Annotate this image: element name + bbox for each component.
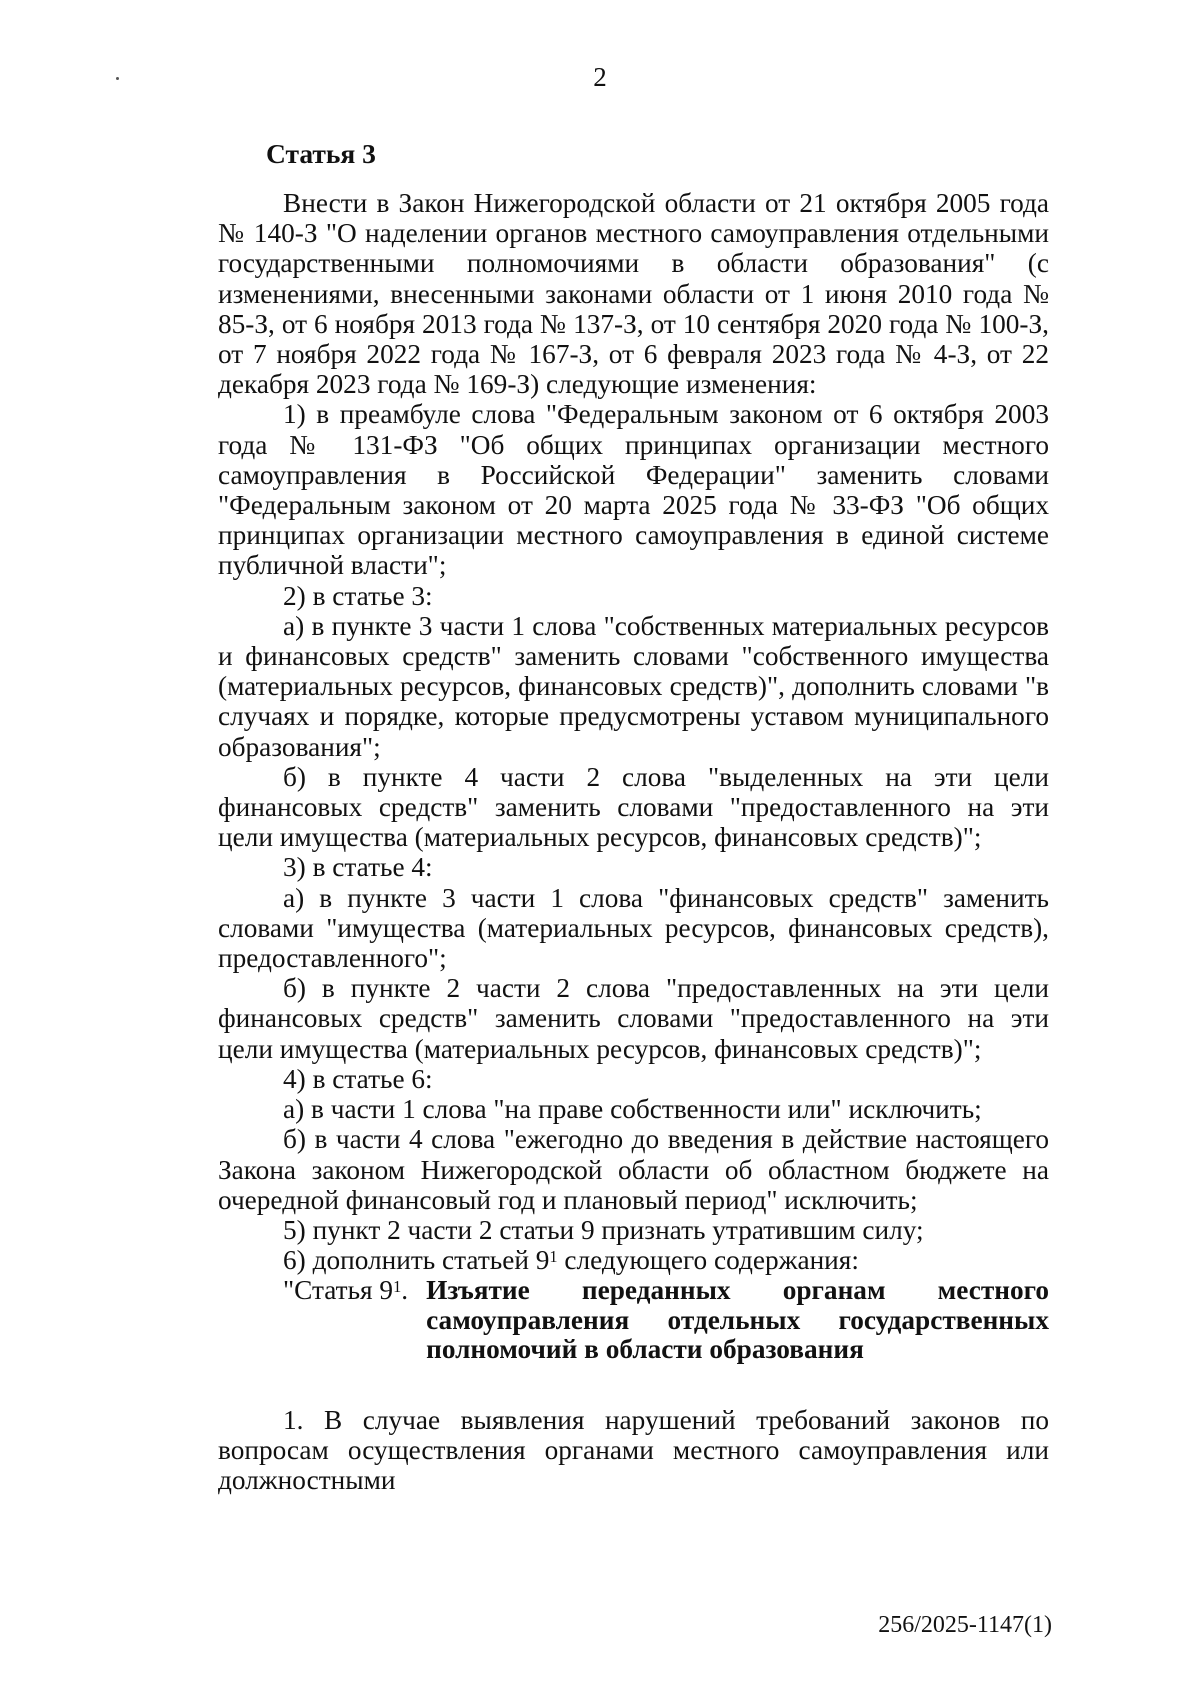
new-article-prefix-tail: . bbox=[401, 1275, 409, 1306]
paragraph: Внести в Закон Нижегородской области от 21 октября 2005 года № 140-З "О наделении органов местного самоуправления отдельными государственными полномочиями в области образования" (с изменениями, внесенными законами области от 1 июня 2010 года № 85-З, от 6 ноября 2013 года № 137-З, от 10 сентября 2020 года № 100-З, от 7 ноября 2022 года № 167-З, от 6 февраля 2023 года № 4-З, от 22 декабря 2023 года № 169-З) следующие изменения: bbox=[218, 188, 1049, 400]
scan-speck bbox=[116, 77, 119, 80]
paragraph: 5) пункт 2 части 2 статьи 9 признать утратившим силу; bbox=[283, 1214, 924, 1245]
final-paragraph: 1. В случае выявления нарушений требований законов по вопросам осуществления органами местного самоуправления или должностными bbox=[218, 1404, 1049, 1496]
paragraph: б) в пункте 2 части 2 слова "предоставленных на эти цели финансовых средств" заменить словами "предоставленного на эти цели имущества (материальных ресурсов, финансовых средств)"; bbox=[218, 973, 1049, 1064]
item6-text: 6) дополнить статьей 9 bbox=[283, 1245, 550, 1276]
article-heading: Статья 3 bbox=[266, 138, 376, 169]
new-article-title-line: полномочий в области образования bbox=[426, 1334, 864, 1365]
new-article-superscript: 1 bbox=[393, 1276, 402, 1296]
new-article-title-line: Изъятие переданных органам местного bbox=[426, 1275, 1049, 1306]
new-article-heading bbox=[283, 1276, 1049, 1365]
paragraph: а) в пункте 3 части 1 слова "собственных материальных ресурсов и финансовых средств" заменить словами "собственного имущества (материальных ресурсов, финансовых средств)", дополнить словами "в случаях и порядке, которые предусмотрены уставом муниципального образования"; bbox=[218, 610, 1049, 762]
paragraph: а) в пункте 3 части 1 слова "финансовых средств" заменить словами "имущества (материальных ресурсов, финансовых средств), предоставленного"; bbox=[218, 882, 1049, 974]
paragraph: 2) в статье 3: bbox=[283, 580, 433, 611]
paragraph-item-6 bbox=[218, 1245, 1049, 1275]
document-body bbox=[218, 138, 1049, 1495]
item6-superscript: 1 bbox=[549, 1246, 558, 1266]
paragraph: а) в части 1 слова "на праве собственности или" исключить; bbox=[283, 1094, 982, 1125]
paragraph: 4) в статье 6: bbox=[283, 1063, 433, 1094]
new-article-title-line: самоуправления отдельных государственных bbox=[426, 1304, 1049, 1335]
paragraph: б) в пункте 4 части 2 слова "выделенных на эти цели финансовых средств" заменить словами "предоставленного на эти цели имущества (материальных ресурсов, финансовых средств)"; bbox=[218, 761, 1049, 853]
new-article-prefix bbox=[283, 1276, 426, 1306]
paragraph: 3) в статье 4: bbox=[283, 852, 433, 883]
paragraph: б) в части 4 слова "ежегодно до введения в действие настоящего Закона законом Нижегородской области об областном бюджете на очередной финансовый год и плановый период" исключить; bbox=[218, 1124, 1049, 1215]
document-code: 256/2025-1147(1) bbox=[878, 1612, 1052, 1638]
paragraph: 1) в преамбуле слова "Федеральным законом от 6 октября 2003 года № 131-ФЗ "Об общих принципах организации местного самоуправления в Российской Федерации" заменить словами "Федеральным законом от 20 марта 2025 года № 33-ФЗ "Об общих принципах организации местного самоуправления в единой системе публичной власти"; bbox=[218, 399, 1049, 581]
item6-tail: следующего содержания: bbox=[557, 1245, 859, 1276]
new-article-prefix-text: "Статья 9 bbox=[283, 1275, 394, 1306]
new-article-title bbox=[426, 1276, 1049, 1365]
page-number: 2 bbox=[593, 62, 607, 92]
